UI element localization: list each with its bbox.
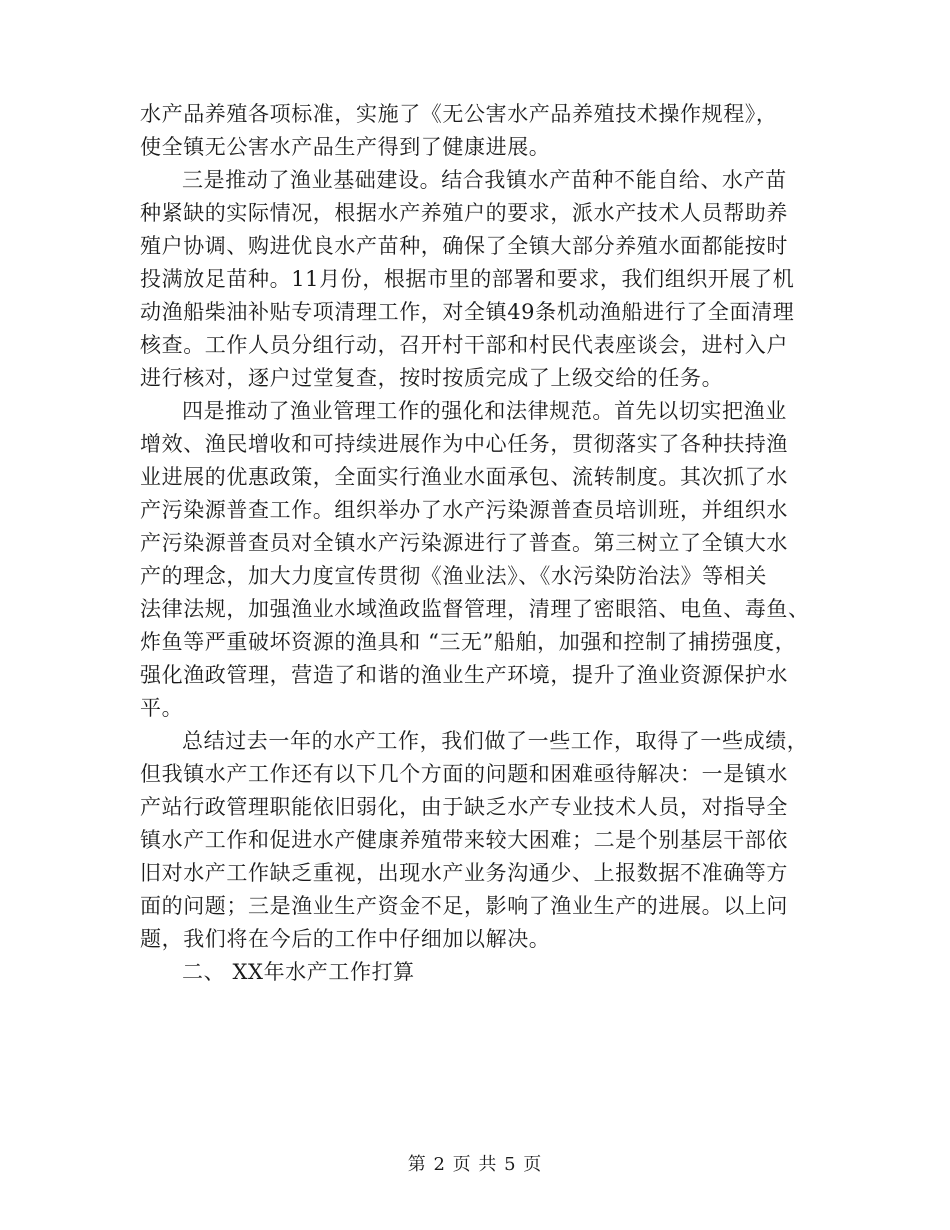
text-line: 产站行政管理职能依旧弱化，由于缺乏水产专业技术人员，对指导全 <box>140 795 788 819</box>
page-number-footer: 第 2 页 共 5 页 <box>407 1154 543 1175</box>
text-line: 平。 <box>140 696 184 720</box>
text-line: 题，我们将在今后的工作中仔细加以解决。 <box>140 927 551 951</box>
text-line: 旧对水产工作缺乏重视，出现水产业务沟通少、上报数据不准确等方 <box>140 861 788 885</box>
text-line: 动渔船柴油补贴专项清理工作，对全镇49条机动渔船进行了全面清理 <box>140 300 795 324</box>
text-line: 面的问题；三是渔业生产资金不足，影响了渔业生产的进展。以上问 <box>140 894 788 918</box>
text-line: 镇水产工作和促进水产健康养殖带来较大困难；二是个别基层干部依 <box>140 828 788 852</box>
text-line: 炸鱼等严重破坏资源的渔具和 “三无”船舶，加强和控制了捕捞强度， <box>140 630 797 654</box>
text-line: 三是推动了渔业基础建设。结合我镇水产苗种不能自给、水产苗 <box>182 168 787 192</box>
text-line: 二、 XX年水产工作打算 <box>182 960 415 984</box>
text-line: 强化渔政管理，营造了和谐的渔业生产环境，提升了渔业资源保护水 <box>140 663 788 687</box>
text-line: 法律法规，加强渔业水域渔政监督管理，清理了密眼箔、电鱼、毒鱼、 <box>140 597 810 621</box>
text-line: 增效、渔民增收和可持续进展作为中心任务，贯彻落实了各种扶持渔 <box>140 432 788 456</box>
text-line: 产污染源普查员对全镇水产污染源进行了普查。第三树立了全镇大水 <box>140 531 788 555</box>
text-line: 业进展的优惠政策，全面实行渔业水面承包、流转制度。其次抓了水 <box>140 465 788 489</box>
text-line: 产的理念，加大力度宣传贯彻《渔业法》、《水污染防治法》等相关 <box>140 564 767 588</box>
text-line: 但我镇水产工作还有以下几个方面的问题和困难亟待解决：一是镇水 <box>140 762 788 786</box>
text-line: 殖户协调、购进优良水产苗种，确保了全镇大部分养殖水面都能按时 <box>140 234 788 258</box>
text-line: 四是推动了渔业管理工作的强化和法律规范。首先以切实把渔业 <box>182 399 787 423</box>
text-line: 产污染源普查工作。组织举办了水产污染源普查员培训班，并组织水 <box>140 498 788 522</box>
text-line: 核查。工作人员分组行动，召开村干部和村民代表座谈会，进村入户 <box>140 333 788 357</box>
text-line: 投满放足苗种。11月份，根据市里的部署和要求，我们组织开展了机 <box>140 267 795 291</box>
document-body <box>140 98 830 989</box>
text-line: 水产品养殖各项标准，实施了《无公害水产品养殖技术操作规程》， <box>140 102 778 126</box>
text-line: 种紧缺的实际情况，根据水产养殖户的要求，派水产技术人员帮助养 <box>140 201 788 225</box>
text-line: 使全镇无公害水产品生产得到了健康进展。 <box>140 135 551 159</box>
text-line: 进行核对，逐户过堂复查，按时按质完成了上级交给的任务。 <box>140 366 724 390</box>
text-line: 总结过去一年的水产工作，我们做了一些工作，取得了一些成绩， <box>182 729 809 753</box>
